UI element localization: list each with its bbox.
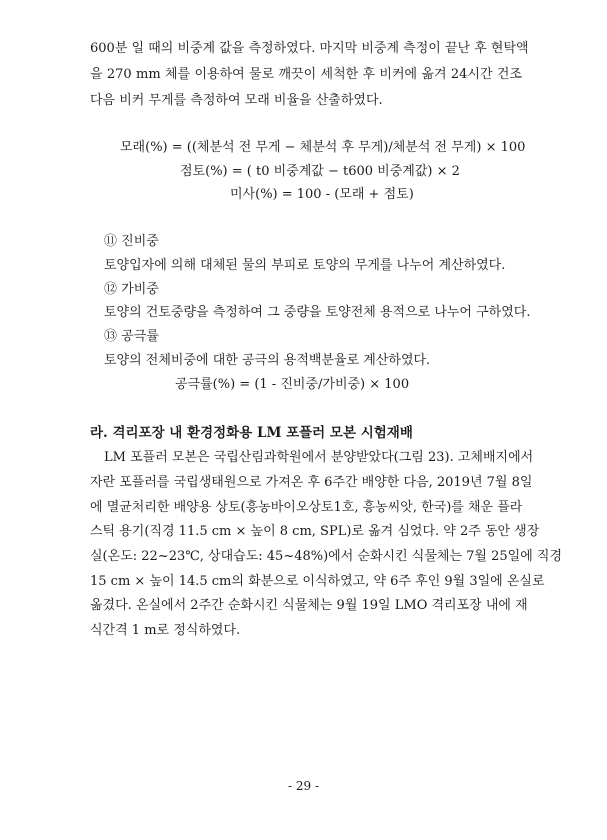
section-line-4: 스틱 용기(직경 11.5 cm × 높이 8 cm, SPL)로 옮겨 심었다. 약 2주 동안 생장	[90, 524, 540, 539]
item-true-density-title: ⑪ 진비중	[104, 234, 159, 249]
clay-formula: 점토(%) = ( t0 비중계값 − t600 비중계값) × 2	[180, 164, 460, 179]
porosity-formula: 공극률(%) = (1 - 진비중/가비중) × 100	[175, 377, 410, 392]
section-line-8: 식간격 1 m로 정식하였다.	[90, 623, 241, 638]
intro-line-2: 을 270 mm 체를 이용하여 물로 깨끗이 세척한 후 비커에 옮겨 24시간 건조	[90, 67, 522, 82]
section-line-3: 에 멸균처리한 배양용 상토(흥농바이오상토1호, 흥농씨앗, 한국)를 채운 플라	[90, 500, 523, 515]
intro-line-1: 600분 일 때의 비중계 값을 측정하였다. 마지막 비중계 측정이 끝난 후 현탁액	[90, 41, 529, 56]
section-heading: 라. 격리포장 내 환경정화용 LM 포플러 모본 시험재배	[90, 425, 413, 441]
item-porosity-body: 토양의 전체비중에 대한 공극의 용적백분율로 계산하였다.	[104, 353, 431, 368]
section-line-5: 실(온도: 22~23℃, 상대습도: 45~48%)에서 순화시킨 식물체는 7월 25일에 직경	[90, 549, 563, 564]
section-line-1: LM 포플러 모본은 국립산림과학원에서 분양받았다(그림 23). 고체배지에서	[104, 450, 534, 465]
item-bulk-density-body: 토양의 건토중량을 측정하여 그 중량을 토양전체 용적으로 나누어 구하였다.	[104, 305, 531, 320]
section-line-2: 자란 포플러를 국립생태원으로 가져온 후 6주간 배양한 다음, 2019년 7월 8일	[90, 475, 533, 490]
item-true-density-body: 토양입자에 의해 대체된 물의 부피로 토양의 무게를 나누어 계산하였다.	[104, 258, 506, 273]
item-bulk-density-title: ⑫ 가비중	[104, 282, 159, 297]
item-porosity-title: ⑬ 공극률	[104, 329, 159, 344]
sand-formula: 모래(%) = ((체분석 전 무게 − 체분석 후 무게)/체분석 전 무게) × 100	[120, 140, 526, 155]
page-number: - 29 -	[287, 779, 319, 793]
section-line-6: 15 cm × 높이 14.5 cm의 화분으로 이식하였고, 약 6주 후인 9월 3일에 온실로	[90, 574, 545, 589]
intro-line-3: 다음 비커 무게를 측정하여 모래 비율을 산출하였다.	[90, 93, 383, 108]
silt-formula: 미사(%) = 100 - (모래 + 점토)	[230, 187, 414, 202]
section-line-7: 옮겼다. 온실에서 2주간 순화시킨 식물체는 9월 19일 LMO 격리포장 내에 재	[90, 598, 528, 613]
